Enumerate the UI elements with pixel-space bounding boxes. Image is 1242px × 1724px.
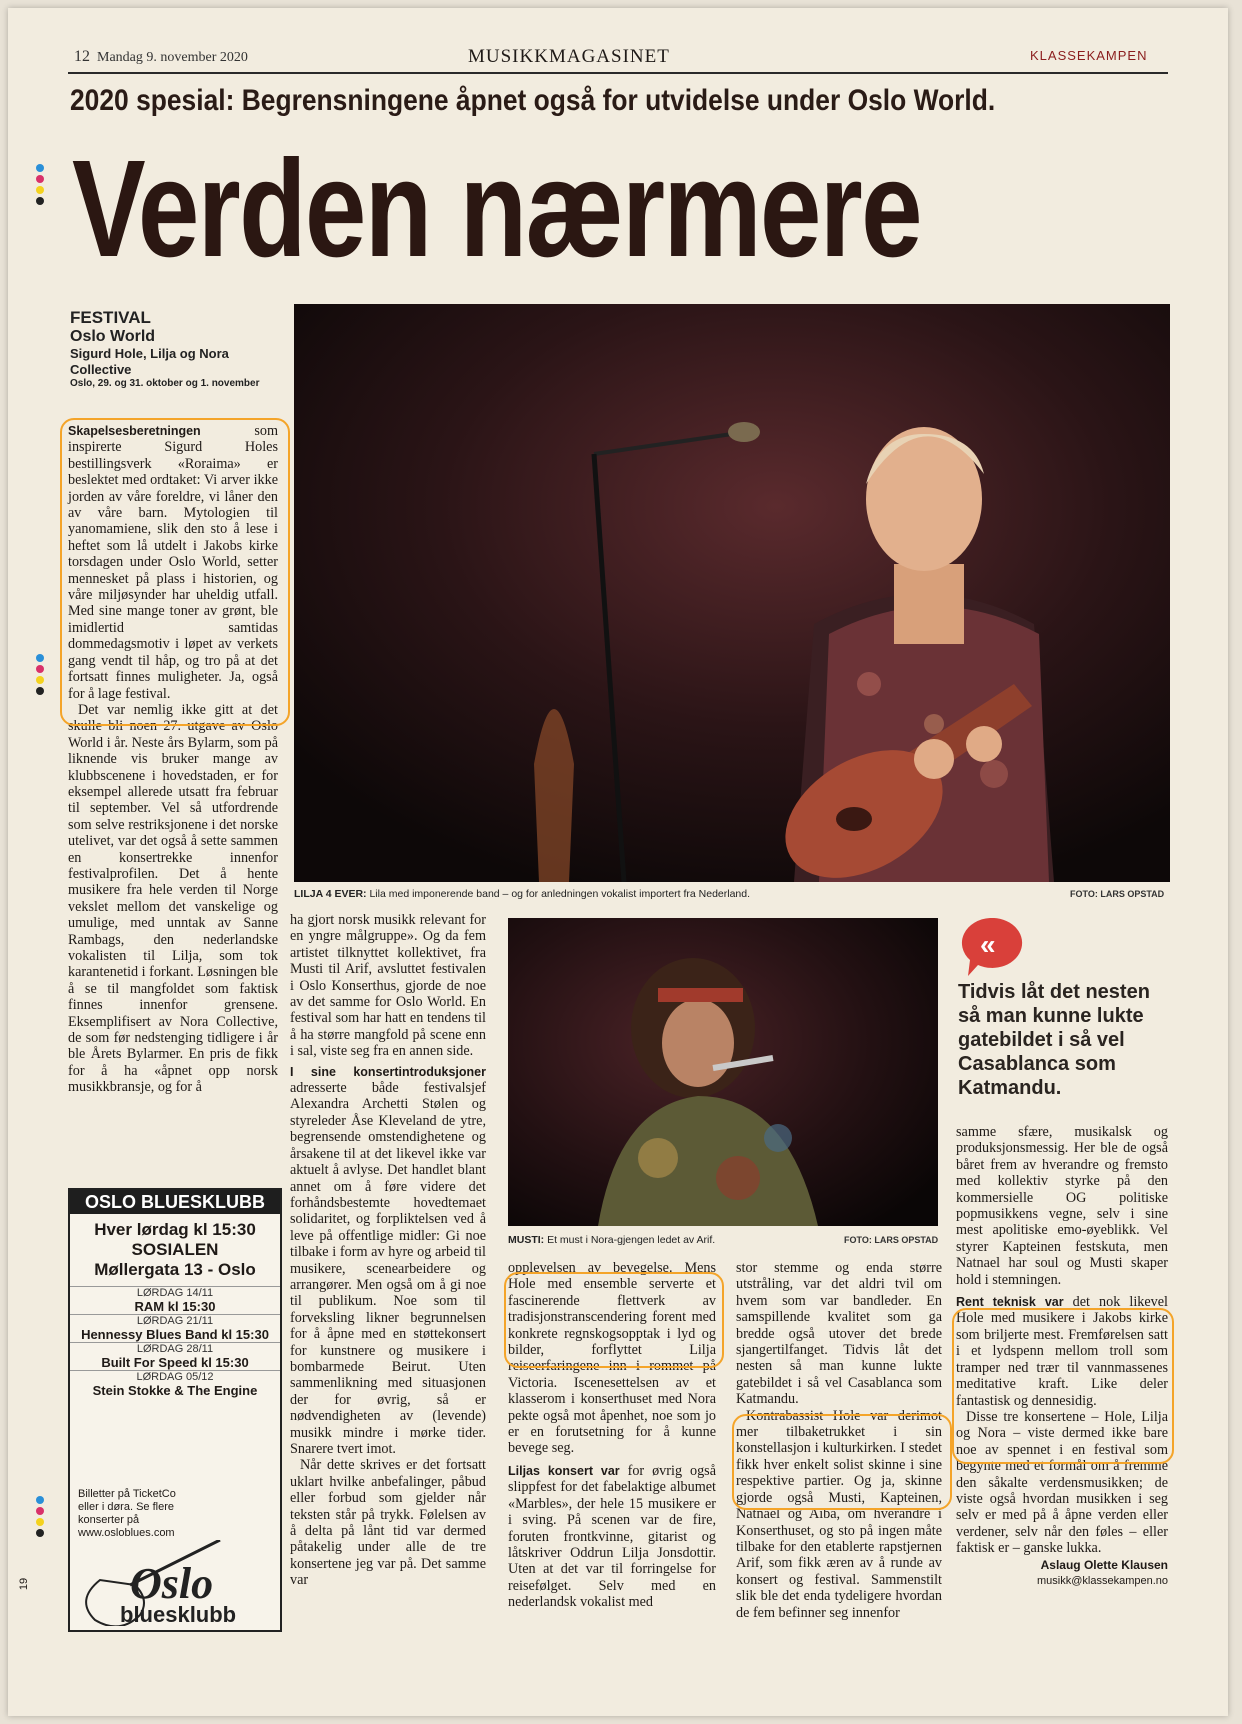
svg-text:Oslo: Oslo (130, 1559, 214, 1608)
highlight-mark (60, 418, 290, 726)
ad-event-act: Hennessy Blues Band kl 15:30 (81, 1327, 269, 1342)
kicker (70, 84, 995, 118)
photo-lilja-image (294, 304, 1170, 882)
highlight-mark (504, 1272, 724, 1368)
col2-para-3: Når dette skrives er det fortsatt uklart hvilke anbefalinger, påbud eller forbud som gjelder når teksten står på trykk. Følelsen av å delta på lånt tid var dermed påtakelig under alle de tre konsertene jeg var på. Det samme var (290, 1457, 486, 1589)
lead-in: Skapelsesberetningen (68, 424, 201, 438)
col2-para-1: ha gjort norsk musikk relevant for en yngre målgruppe». Og da fem artistet tilknyttet kollektivet, fra Musti til Arif, avsluttet festivalen i Oslo Konserthus, gjorde de noe av det samme for Oslo World. En festival som har hatt en tendens til å ha større mangfold på scene enn i sal, viste seg fra en annen side. (290, 912, 486, 1060)
col4-para-1: stor stemme og enda større utstråling, var det aldri tvil om hvem som var bandleder. En samspillende kvalitet som ga bredde også utover det brede sjangertilfanget. Tidvis låt det nesten så man kunne lukte gatebildet i så vel Casablanca som Katmandu. (736, 1260, 942, 1408)
col1-para-1: som inspirerte Sigurd Holes bestillingsverk «Roraima» er beslektet med ordtaket: Vi arver ikke jorden av våre foreldre, vi låner den av våre barn. Mytologien til yanomamiene, slik den sto å lese i heftet som lå utdelt i Jakobs kirke torsdagen under Oslo World, setter mennesket på plass i historien, og våre miljøsynder har uheldig utfall. Med sine mange toner av grønt, ble imidlertid samtidas dommedagsmotiv i løpet av verkets gang vendt til håp, og tro på at det fortsatt finnes muligheter. Ja, også for å lage festival. (68, 423, 278, 702)
newspaper-page (8, 8, 1228, 1716)
author-email: musikk@klassekampen.no (1037, 1574, 1168, 1587)
bluesklubb-logo (70, 1540, 276, 1626)
margin-number: 19 (18, 1577, 31, 1591)
kicker-label: 2020 spesial: (70, 84, 235, 117)
section-name: MUSIKKMAGASINET (468, 46, 670, 67)
ad-line-2: SOSIALEN (131, 1240, 219, 1259)
ad-ticket-info: Billetter på TicketCo eller i døra. Se flere konserter på www.osloblues.com (78, 1488, 176, 1539)
ad-event (70, 1370, 280, 1398)
issue-date: Mandag 9. november 2020 (97, 50, 248, 65)
factbox-category: FESTIVAL (70, 308, 151, 327)
photo-lilja-credit: FOTO: LARS OPSTAD (1070, 889, 1165, 899)
caption-label: LILJA 4 EVER: (294, 888, 367, 900)
col2-para-2: adresserte både festivalsjef Alexandra Archetti Stølen og styreleder Åse Kleveland de ytre, begrensende omstendighetene og årsakene til at det likevel ikke var aktuelt å avlyse. Det handlet blant annet om å føre videre det forhåndsbestemte hovedtemaet solidaritet, og forpliktelsen ved å leve på offentlige midler: Gi noe tilbake i form av hyre og arbeid til musikere, scenearbeidere og arrangører. Men også om å gi noe til publikum. Noe som til forveksling likner begrunnelsen for å åpne med en støttekonsert for kunstnere og musikere i bombarmede Beirut. Uten sammenlikning med situasjonen der for øvrig, så er nødvendigheten av (levende) musikk mindre i mørke tider. Snarere tvert imot. (290, 1080, 486, 1457)
quote-icon (960, 918, 1026, 976)
registration-marks-top (36, 164, 44, 205)
ad-event-date: LØRDAG 14/11 (136, 1287, 214, 1299)
ad-header: OSLO BLUESKLUBB (70, 1190, 280, 1214)
caption-label: MUSTI: (508, 1234, 545, 1246)
ad-event-act: Stein Stokke & The Engine (92, 1383, 258, 1398)
ad-event-act: Built For Speed kl 15:30 (101, 1355, 249, 1370)
registration-marks-mid (36, 654, 44, 695)
ad-event-date: LØRDAG 21/11 (136, 1315, 214, 1327)
pull-quote: Tidvis låt det nesten så man kunne lukte gatebildet i så vel Casablanca som Katmandu. (958, 981, 1150, 1099)
ad-event (70, 1286, 280, 1314)
factbox-dates: Oslo, 29. og 31. oktober og 1. november (70, 378, 260, 389)
ad-event-act: RAM kl 15:30 (134, 1299, 216, 1314)
col2-subhead: I sine konsertintroduksjoner (290, 1064, 486, 1079)
ad-event (70, 1342, 280, 1370)
col3-para-1: opplevelsen av bevegelse. Mens Hole med ensemble serverte et fascinerende flettverk av tradisjonstranscendering forent med konkrete regnskogsopptak i lyd og bilder, forflyttet Lilja reiseerfaringene inn i rommet på Victoria. Iscenesettelsen av et klasserom i konserthuset med Nora pekte også mot åpenhet, noe som jo er en forutsetning for å kunne bevege seg. (508, 1260, 716, 1457)
svg-text:«: « (980, 929, 996, 960)
photo-lilja-caption (294, 888, 750, 900)
col5-lead: Rent teknisk var (956, 1295, 1064, 1310)
factbox-event: Oslo World (70, 328, 156, 345)
col4-para-2: Kontrabassist Hole var derimot mer tilbaketrukket i sin konstellasjon i kulturkirken. I stedet fikk hver enkelt solist skinne i sine respektive partier. Og ja, skinne gjorde også Musti, Kapteinen, Natnael og Aiba, om hverandre i Konserthuset, og sto på ingen måte tilbake for den etablerte rapstjernen Arif, som fikk æren av å runde av konsert og festival. Sammenstilt slik ble det enda tydeligere hvordan de fem befinner seg innenfor (736, 1407, 942, 1621)
oslo-bluesklubb-ad (68, 1188, 282, 1632)
page-header-left (74, 48, 248, 66)
col3-para-2: for øvrig også slippfest for det fabelaktige albumet «Marbles», der hele 15 musikere er i sving. På scenen var de fire, foruten frontkvinne, gitarist og låtskriver Oddrun Lilja Jonsdottir. Uten at det var til forringelse for reisefølget. Selv med en nederlandsk vokalist med (508, 1462, 716, 1611)
col1-para-2: Det var nemlig ikke gitt at det skulle bli noen 27. utgave av Oslo World i år. Neste års Bylarm, som på liknende vis bruker mange av klubbscenene i hovedstaden, er for eksempel allerede utsatt fra februar til september. Vel så utfordrende som selve restriksjonene i det norske utelivet, var det også å sette sammen en konsertrekke innenfor festivalprofilen. Det å hente musikere fra hele verden til Norge vekslet mellom det vanskelige og umulige, med unntak av Sanne Rambags, den nederlandske vokalisten til Lilja, som tok karantenetid i forkant. Løsningen ble å se til mangfoldet som faktisk finnes innenfor grensene. Eksemplifisert av Nora Collective, de som før nedstenging tidligere i år ble Årets Bylarmer. En pris de fikk for å ha «åpnet opp norsk musikkbransje, og for å (68, 701, 278, 1096)
photo-musti (508, 918, 938, 1226)
highlight-mark (732, 1414, 952, 1510)
photo-musti-credit: FOTO: LARS OPSTAD (844, 1235, 939, 1245)
photo-musti-image (508, 918, 938, 1226)
ad-event-date: LØRDAG 05/12 (136, 1371, 214, 1383)
column-2 (290, 912, 486, 1589)
review-factbox (70, 308, 290, 389)
caption-text: Lila med imponerende band – og for anledningen vokalist importert fra Nederland. (369, 888, 751, 900)
ad-event (70, 1314, 280, 1342)
ad-line-3: Møllergata 13 - Oslo (94, 1260, 256, 1279)
col5-para-2: det nok likevel Hole med musikere i Jakobs kirke som briljerte mest. Fremførelsen satt i et lydspenn mellom troll som tramper ned trær til vannmassenes meditative kraft. Like deler fantastisk og dennesidig. (956, 1294, 1168, 1409)
guitar-icon (70, 1540, 276, 1626)
col5-para-1: samme sfære, musikalsk og produksjonsmessig. Her ble de også båret frem av hverandre og fremsto med kollektiv styrke på den kommersielle OG politiske popmusikkens vegne, selv i sine mest apolitiske emo-øyeblikk. Vel styrer Kapteinen festskuta, men Natnael har soul og Musti skaper hold i stemningen. (956, 1124, 1168, 1288)
ad-event-date: LØRDAG 28/11 (136, 1343, 214, 1355)
publication-name: KLASSEKAMPEN (1030, 48, 1148, 63)
registration-marks-bottom (36, 1496, 44, 1537)
caption-text: Et must i Nora-gjengen ledet av Arif. (547, 1234, 716, 1246)
col3-subhead: Liljas konsert var (508, 1463, 620, 1478)
highlight-mark (952, 1308, 1174, 1464)
photo-lilja (294, 304, 1170, 882)
photo-musti-caption (508, 1234, 715, 1246)
col5-para-3: Disse tre konsertene – Hole, Lilja og Nora – viste dermed ikke bare noe av spennet i en festival som begynte med et formål om å fremme den såkalte verdensmusikken; de viste også hvordan musikken i seg selv er med på å åpne verden eller verdener, selv når den føles – eller faktisk er – ganske lukka. (956, 1408, 1168, 1557)
kicker-text: Begrensningene åpnet også for utvidelse under Oslo World. (241, 84, 996, 117)
page-number: 12 (74, 48, 90, 65)
header-rule (68, 72, 1168, 74)
svg-text:bluesklubb: bluesklubb (120, 1602, 237, 1626)
byline: Aslaug Olette Klausen (1040, 1557, 1168, 1572)
headline: Verden nærmere (72, 132, 921, 286)
factbox-performers: Sigurd Hole, Lilja og Nora Collective (70, 346, 229, 377)
ad-line-1: Hver lørdag kl 15:30 (94, 1220, 256, 1239)
